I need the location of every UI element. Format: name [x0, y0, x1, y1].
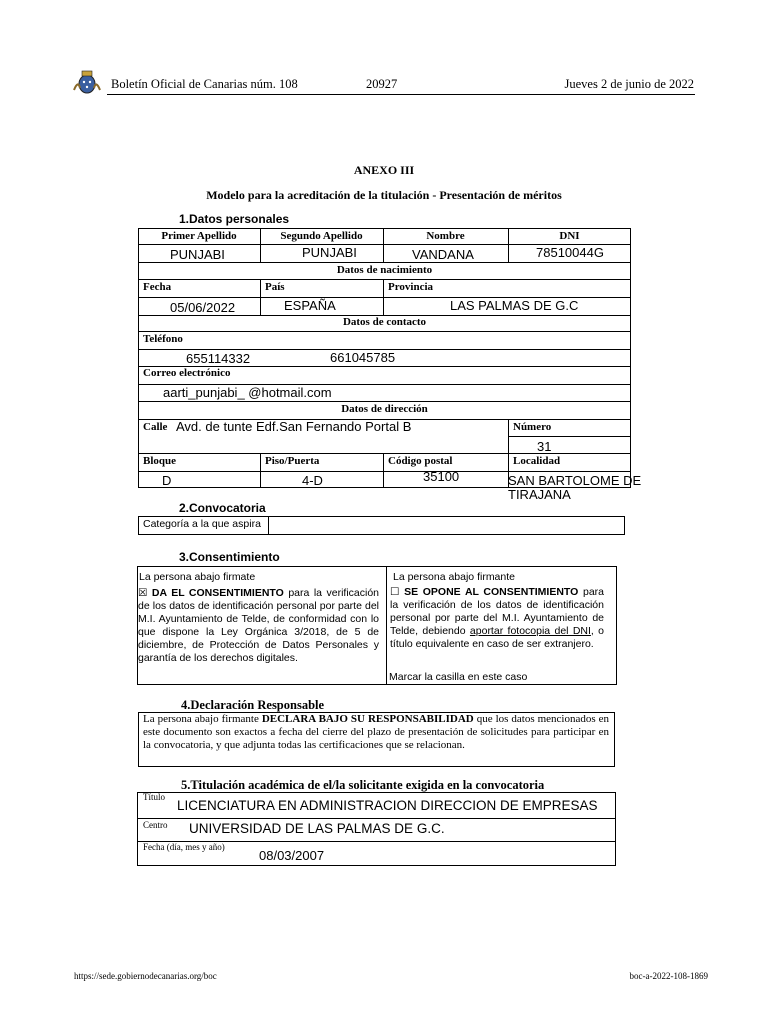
localidad-value-line1: SAN BARTOLOME DE [508, 473, 642, 488]
consent-right-text [390, 586, 604, 651]
telefono2-value: 661045785 [330, 350, 396, 365]
header-provincia: Provincia [388, 281, 434, 293]
centro-label: Centro [143, 820, 168, 830]
numero-value: 31 [537, 439, 552, 454]
nacimiento-title: Datos de nacimiento [336, 264, 433, 276]
consent-right-body-2: , o título equivalente en caso de ser extranjero. [390, 625, 604, 650]
header-correo: Correo electrónico [143, 367, 231, 379]
cp-value: 35100 [423, 469, 460, 484]
centro-value: UNIVERSIDAD DE LAS PALMAS DE G.C. [189, 821, 445, 836]
calle-value: Avd. de tunte Edf.San Fernando Portal B [176, 419, 412, 434]
piso-value: 4-D [302, 473, 323, 488]
localidad-value-line2: TIRAJANA [508, 487, 571, 502]
correo-value: aarti_punjabi_ @hotmail.com [163, 385, 332, 400]
provincia-value: LAS PALMAS DE G.C [450, 298, 579, 313]
nombre-value: VANDANA [412, 247, 474, 262]
header-date: Jueves 2 de junio de 2022 [564, 77, 694, 91]
pais-value: ESPAÑA [284, 298, 336, 313]
header-rule [107, 94, 695, 95]
header-fecha: Fecha [143, 281, 172, 293]
section-title-declaracion: 4.Declaración Responsable [181, 698, 325, 712]
section-title-personal: 1.Datos personales [179, 212, 290, 226]
consent-left-body: para la verificación de los datos de identificación personal por parte del M.I. Ayuntamiento de Telde, de conformidad con lo que dispone la Ley Orgánica 3/2018, de 5 de diciembre, de Protección de Datos Personales y garantía de los derechos digitales. [138, 587, 380, 664]
segundo-apellido-value: PUNJABI [302, 245, 357, 260]
header-localidad: Localidad [513, 455, 561, 467]
section-title-titulacion: 5.Titulación académica de el/la solicitante exigida en la convocatoria [181, 778, 545, 792]
header-segundo-apellido: Segundo Apellido [280, 230, 363, 242]
bloque-value: D [162, 473, 172, 488]
consent-left-bold: DA EL CONSENTIMIENTO [151, 587, 284, 599]
header-dni: DNI [559, 230, 580, 242]
consent-right-underlined: aportar fotocopia del DNI [469, 625, 591, 637]
consent-right-heading: La persona abajo firmante [393, 571, 515, 583]
consent-right-body-1: para la verificación de los datos de identificación personal por parte del M.I. Ayuntamiento de Telde, debiendo [390, 586, 605, 637]
telefono1-value: 655114332 [186, 351, 251, 366]
consent-right-bold: SE OPONE AL CONSENTIMIENTO [404, 586, 579, 598]
consent-given-checkbox[interactable]: ☒ [138, 587, 148, 599]
consent-right-footer: Marcar la casilla en este caso [389, 671, 528, 683]
coat-of-arms-icon [72, 68, 102, 96]
header-page-number: 20927 [366, 77, 398, 91]
consent-left-heading: La persona abajo firmate [139, 571, 256, 583]
header-calle: Calle [143, 421, 168, 433]
dni-value: 78510044G [536, 245, 604, 260]
primer-apellido-value: PUNJABI [170, 247, 225, 262]
header-piso: Piso/Puerta [265, 455, 320, 467]
declaracion-text [143, 713, 609, 752]
header-publication: Boletín Oficial de Canarias núm. 108 [111, 77, 298, 91]
annex-subtitle: Modelo para la acreditación de la titulación - Presentación de méritos [206, 188, 562, 202]
direccion-title: Datos de dirección [341, 403, 428, 415]
fecha-nacimiento-value: 05/06/2022 [170, 300, 236, 315]
header-pais: País [265, 281, 285, 293]
fecha-titulo-value: 08/03/2007 [259, 848, 325, 863]
section-title-consentimiento: 3.Consentimiento [179, 550, 280, 564]
consent-left-text [138, 587, 379, 665]
declaracion-bold: DECLARA BAJO SU RESPONSABILIDAD [261, 713, 474, 725]
titulo-label: Título [143, 792, 165, 802]
header-nombre: Nombre [426, 230, 465, 242]
header-bloque: Bloque [143, 455, 177, 467]
consent-oppose-checkbox[interactable]: ☐ [390, 586, 400, 598]
footer-url[interactable]: https://sede.gobiernodecanarias.org/boc [74, 971, 217, 981]
header-primer-apellido: Primer Apellido [161, 230, 237, 242]
footer-code: boc-a-2022-108-1869 [629, 971, 708, 981]
declaracion-text-2: que los datos mencionados en este documento son exactos a fecha del cierre del plazo de presentación de solicitudes para participar en la convocatoria, y que adjunta todas las certificaciones que se relacionan. [143, 713, 609, 751]
declaracion-text-1: La persona abajo firmante [143, 713, 259, 725]
header-numero: Número [513, 421, 552, 433]
contacto-title: Datos de contacto [342, 316, 427, 328]
categoria-label: Categoría a la que aspira [143, 518, 261, 530]
titulo-value: LICENCIATURA EN ADMINISTRACION DIRECCION DE EMPRESAS [177, 798, 598, 813]
fecha-titulo-label: Fecha (día, mes y año) [143, 842, 225, 852]
header-cp: Código postal [388, 455, 453, 467]
annex-title: ANEXO III [353, 163, 415, 177]
header-telefono: Teléfono [143, 333, 183, 345]
section-title-convocatoria: 2.Convocatoria [179, 501, 266, 515]
